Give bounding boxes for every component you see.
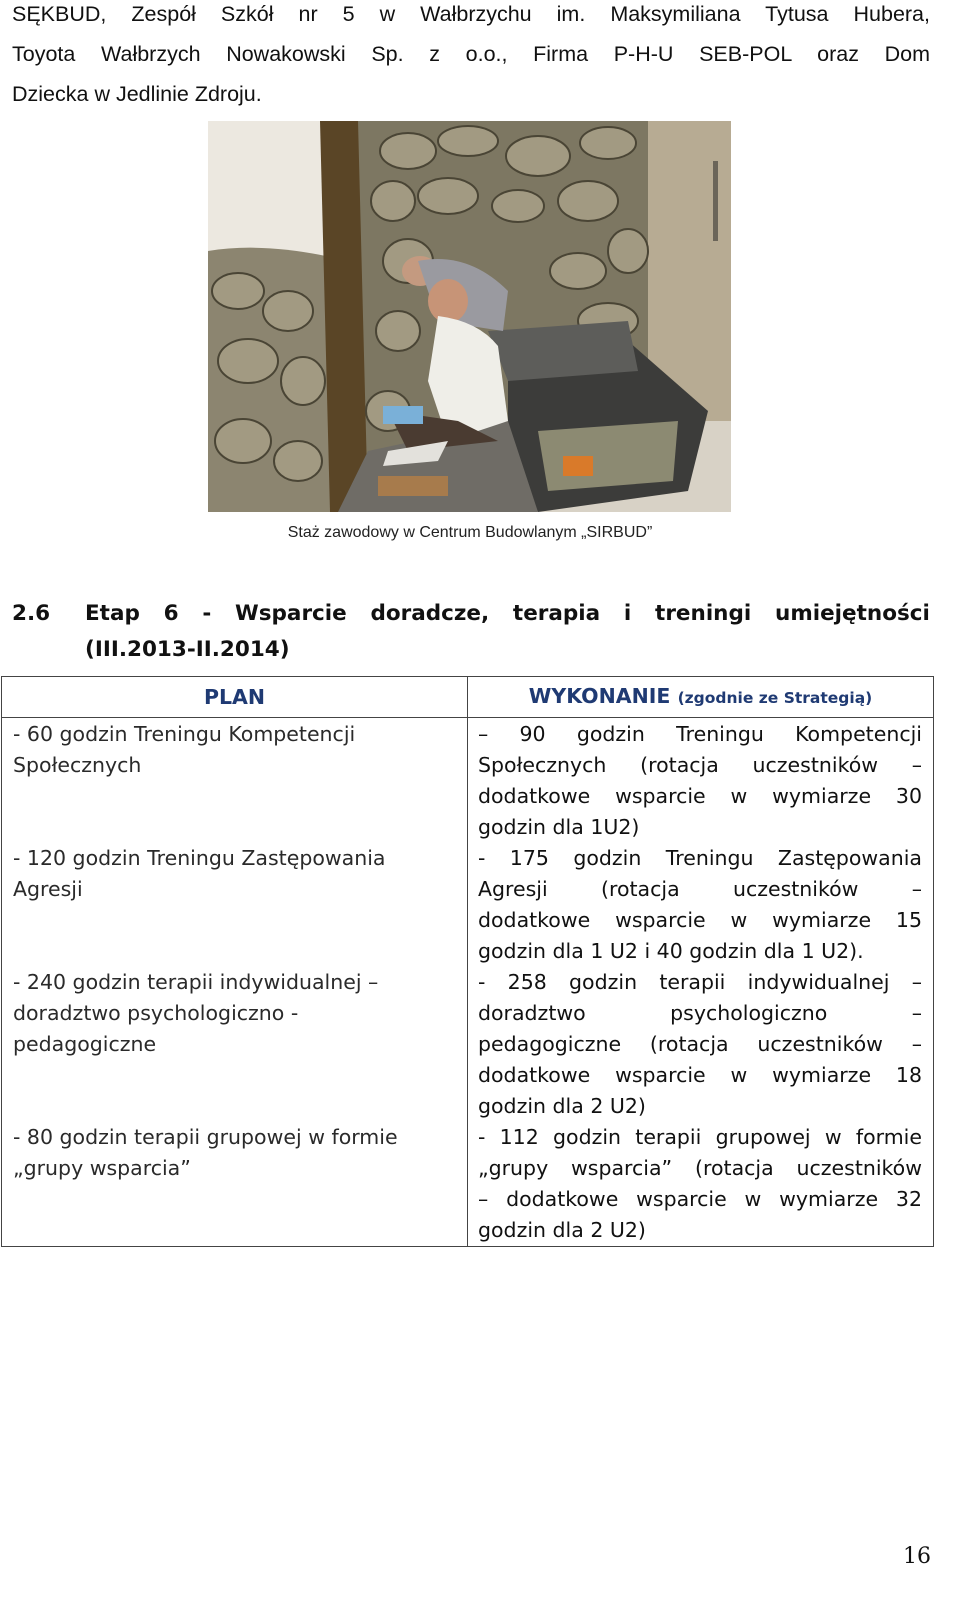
section-number: 2.6 <box>12 601 51 626</box>
execution-item <box>478 719 922 843</box>
execution-item <box>478 843 922 967</box>
plan-line: - 120 godzin Treningu Zastępowania <box>13 846 386 870</box>
title-word: Wsparcie <box>235 601 347 626</box>
photo-caption: Staż zawodowy w Centrum Budowlanym „SIRBUD” <box>287 524 653 541</box>
plan-line: doradztwo psychologiczno - <box>13 1001 299 1025</box>
execution-line: godzin dla 1U2) <box>478 815 640 839</box>
plan-item <box>13 1122 459 1246</box>
execution-line: – dodatkowe wsparcie w wymiarze 32 <box>478 1187 922 1211</box>
execution-line: godzin dla 2 U2) <box>478 1218 646 1242</box>
plan-item <box>13 719 459 843</box>
execution-line: dodatkowe wsparcie w wymiarze 15 <box>478 908 922 932</box>
plan-line: Agresji <box>13 877 83 901</box>
execution-line: - 258 godzin terapii indywidualnej – <box>478 970 922 994</box>
plan-vs-execution-table <box>1 676 934 1247</box>
execution-line: – 90 godzin Treningu Kompetencji <box>478 722 922 746</box>
construction-internship-photo <box>208 121 731 512</box>
intro-line: Toyota Wałbrzych Nowakowski Sp. z o.o., Firma P-H-U SEB-POL oraz Dom <box>12 42 930 66</box>
photo-illustration <box>208 121 731 512</box>
plan-line: pedagogiczne <box>13 1032 157 1056</box>
title-word: treningi <box>655 601 752 626</box>
intro-line: Dziecka w Jedlinie Zdroju. <box>12 82 262 106</box>
execution-line: Społecznych (rotacja uczestników – <box>478 753 922 777</box>
execution-line: Agresji (rotacja uczestników – <box>478 877 922 901</box>
section-title <box>85 594 930 634</box>
plan-header-label: PLAN <box>203 684 266 709</box>
execution-line: pedagogiczne (rotacja uczestników – <box>478 1032 922 1056</box>
plan-item <box>13 843 459 967</box>
title-word: i <box>623 601 632 626</box>
execution-column-header <box>468 677 934 718</box>
execution-header-note: (zgodnie ze Strategią) <box>677 688 873 707</box>
plan-column-header <box>2 677 468 718</box>
plan-cell <box>2 718 468 1247</box>
execution-header-label: WYKONANIE <box>528 683 671 708</box>
title-word: umiejętności <box>775 601 930 626</box>
table-header-row <box>2 677 934 718</box>
plan-line: „grupy wsparcia” <box>13 1156 191 1180</box>
title-word: terapia <box>512 601 601 626</box>
execution-line: - 175 godzin Treningu Zastępowania <box>478 846 922 870</box>
plan-line: - 60 godzin Treningu Kompetencji <box>13 722 356 746</box>
execution-cell <box>468 718 934 1247</box>
execution-line: godzin dla 1 U2 i 40 godzin dla 1 U2). <box>478 939 864 963</box>
title-word: Etap <box>85 601 140 626</box>
intro-paragraph <box>12 0 930 114</box>
execution-line: doradztwo psychologiczno – <box>478 1001 922 1025</box>
execution-item <box>478 967 922 1122</box>
title-word: doradcze, <box>370 601 490 626</box>
execution-line: godzin dla 2 U2) <box>478 1094 646 1118</box>
execution-line: „grupy wsparcia” (rotacja uczestników <box>478 1156 922 1180</box>
title-word: 6 <box>163 601 179 626</box>
plan-line: - 240 godzin terapii indywidualnej – <box>13 970 379 994</box>
execution-item <box>478 1122 922 1246</box>
plan-line: Społecznych <box>13 753 142 777</box>
intro-line: SĘKBUD, Zespół Szkół nr 5 w Wałbrzychu im. Maksymiliana Tytusa Hubera, <box>12 2 930 26</box>
execution-line: dodatkowe wsparcie w wymiarze 30 <box>478 784 922 808</box>
execution-line: - 112 godzin terapii grupowej w formie <box>478 1125 922 1149</box>
plan-line: - 80 godzin terapii grupowej w formie <box>13 1125 398 1149</box>
section-period: (III.2013-II.2014) <box>85 637 290 662</box>
plan-item <box>13 967 459 1122</box>
page-number: 16 <box>903 1544 931 1569</box>
title-word: - <box>202 601 212 626</box>
execution-line: dodatkowe wsparcie w wymiarze 18 <box>478 1063 922 1087</box>
table-row <box>2 718 934 1247</box>
